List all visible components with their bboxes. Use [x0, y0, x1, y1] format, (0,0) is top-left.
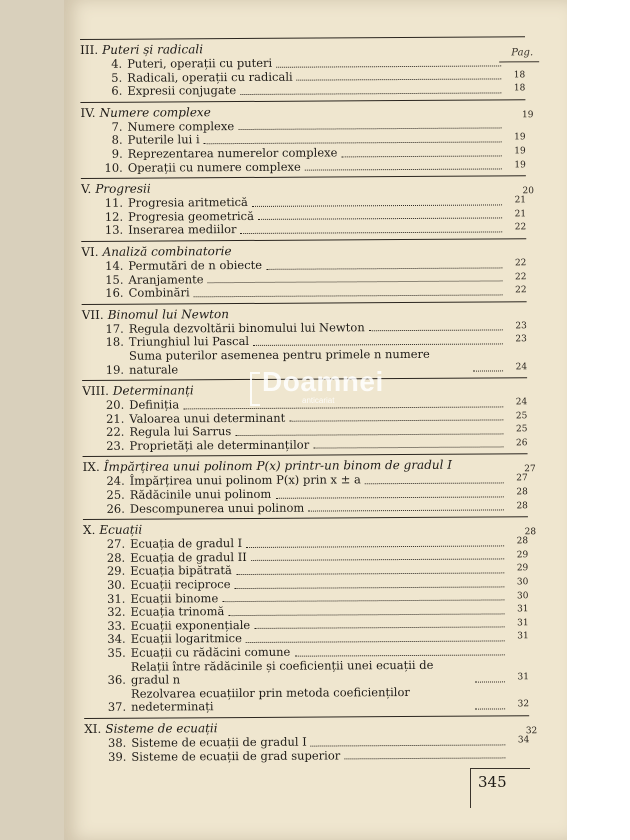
entry-page-number: 21	[514, 195, 527, 206]
entry-page-number: 30	[516, 577, 529, 588]
dot-leader	[305, 169, 502, 171]
entry-number: 12.	[104, 209, 124, 224]
entry-number: 6.	[111, 83, 123, 98]
chapter-name: Ecuații	[99, 522, 143, 538]
entry-number: 16.	[105, 285, 124, 300]
entry-page-number: 32	[517, 699, 530, 710]
entry-page-number: 34	[517, 735, 530, 746]
dot-leader	[266, 267, 502, 269]
entry-page-number: 22	[514, 222, 527, 233]
dot-leader	[341, 155, 501, 157]
entry-number: 27.	[106, 536, 126, 552]
dot-leader	[252, 204, 502, 207]
entry-number: 13.	[104, 223, 124, 238]
entry-number: 32.	[107, 604, 126, 620]
entry-title: Puteri, operații cu puteri	[127, 55, 273, 71]
entry-page-number: 31	[517, 604, 529, 615]
toc-entry	[84, 748, 529, 764]
entry-title: Ecuații reciproce	[130, 577, 231, 592]
entry-number: 31.	[107, 591, 126, 606]
chapter-roman-numeral: X.	[82, 523, 96, 538]
entry-page-number: 19	[514, 146, 526, 157]
entry-title: Inserarea mediilor	[128, 222, 237, 238]
chapter-name: Binomul lui Newton	[107, 306, 229, 322]
entry-title: Ecuații binome	[130, 590, 219, 606]
entry-page-number: 28	[516, 536, 529, 547]
entry-page-number: 18	[513, 69, 526, 80]
dot-leader	[204, 141, 502, 144]
entry-page-number: 31	[517, 631, 529, 642]
watermark-subtext: anticariat	[302, 396, 335, 405]
dot-leader	[246, 545, 504, 548]
entry-title: Radicali, operații cu radicali	[127, 69, 293, 85]
entry-title: Regula lui Sarrus	[129, 424, 232, 439]
entry-title: Rezolvarea ecuațiilor prin metoda coeficienților nedeterminați	[130, 684, 410, 715]
toc-entry	[82, 284, 527, 300]
entry-title: Ecuația bipătrată	[130, 563, 232, 579]
entry-title: Triunghiul lui Pascal	[128, 334, 250, 350]
toc-entry	[83, 500, 528, 516]
chapter-roman-numeral: XI.	[84, 721, 102, 736]
dot-leader	[294, 654, 504, 656]
entry-number: 37.	[107, 700, 127, 715]
entry-title: Valoarea unui determinant	[129, 410, 286, 426]
dot-leader	[194, 294, 503, 297]
dot-leader	[236, 572, 504, 575]
dot-leader	[208, 281, 503, 284]
chapter-roman-numeral: IV.	[80, 105, 96, 120]
toc-entry	[80, 82, 525, 98]
entry-number: 15.	[105, 272, 124, 287]
entry-page-number: 29	[516, 563, 529, 574]
entry-title: Regula dezvoltării binomului lui Newton	[128, 319, 365, 336]
entry-title: Puterile lui i	[127, 132, 200, 148]
entry-title: Proprietăți ale determinanților	[129, 437, 310, 453]
entry-number: 28.	[106, 550, 126, 565]
entry-title: Sisteme de ecuații de gradul I	[131, 734, 307, 750]
entry-page-number: 31	[517, 672, 529, 683]
watermark	[262, 366, 442, 416]
dot-leader	[253, 343, 503, 346]
entry-title: Relații între rădăcinile și coeficienții unei ecuații de gradul n	[130, 657, 434, 687]
entry-title: Combinări	[128, 285, 190, 300]
chapter-section	[80, 175, 534, 238]
dot-leader	[258, 218, 502, 220]
entry-title: Ecuația trinomă	[130, 604, 225, 619]
chapter-section	[80, 36, 525, 98]
dot-leader	[241, 231, 503, 234]
entry-number: 14.	[105, 258, 124, 273]
entry-title: Progresia aritmetică	[127, 195, 248, 210]
chapter-page-number: 32	[525, 726, 538, 737]
entry-title: Expresii conjugate	[127, 83, 237, 98]
entry-page-number: 18	[513, 83, 526, 94]
dot-leader	[276, 65, 501, 67]
chapter-name: Puteri și radicali	[102, 42, 204, 57]
dot-leader	[254, 627, 504, 630]
chapter-section	[82, 454, 536, 516]
entry-title: Operații cu numere complexe	[127, 159, 301, 175]
page-column-label: Pag.	[511, 47, 534, 59]
entry-number: 39.	[108, 749, 127, 764]
chapter-page-number: 27	[524, 464, 536, 475]
entry-number: 29.	[106, 564, 126, 579]
chapter-name: Sisteme de ecuații	[105, 721, 218, 736]
entry-number: 11.	[104, 195, 124, 211]
background-margin	[567, 0, 630, 840]
entry-number: 30.	[107, 577, 126, 592]
toc-entry	[84, 685, 529, 715]
entry-page-number: 26	[516, 438, 528, 449]
chapter-roman-numeral: III.	[80, 42, 99, 57]
dot-leader	[365, 482, 504, 484]
entry-page-number: 23	[515, 334, 527, 345]
entry-number: 23.	[106, 438, 125, 453]
chapter-section	[84, 715, 538, 764]
entry-page-number: 22	[514, 271, 527, 282]
entry-title: Suma puterilor asemenea pentru primele n numere naturale	[128, 346, 430, 377]
dot-leader	[308, 510, 504, 512]
entry-title: Aranjamente	[128, 271, 204, 287]
entry-number: 26.	[106, 501, 125, 516]
dot-leader	[313, 447, 503, 449]
dot-leader	[275, 496, 503, 498]
watermark-text: Doamnei	[262, 366, 384, 397]
entry-title: Ecuații logaritmice	[130, 631, 242, 647]
chapter-name: Determinanți	[112, 383, 194, 398]
chapter-name: Numere complexe	[99, 104, 211, 120]
toc-entry	[81, 159, 526, 175]
entry-page-number: 30	[516, 590, 529, 601]
dot-leader	[246, 640, 505, 643]
entry-number: 21.	[105, 411, 125, 426]
watermark-mark	[250, 372, 260, 406]
entry-title: Sisteme de ecuații de grad superior	[131, 747, 341, 764]
chapter-roman-numeral: VIII.	[82, 383, 109, 399]
dot-leader	[235, 586, 505, 589]
chapter-roman-numeral: VII.	[81, 307, 104, 322]
chapter-section	[80, 99, 534, 175]
entry-page-number: 28	[516, 487, 528, 498]
entry-number: 4.	[111, 56, 123, 71]
entry-number: 5.	[111, 70, 123, 85]
chapter-roman-numeral: VI.	[81, 244, 99, 259]
chapter-roman-numeral: IX.	[82, 460, 100, 475]
entry-title: Ecuația de gradul II	[130, 549, 247, 565]
entry-number: 33.	[107, 618, 126, 633]
book-binding-edge	[0, 0, 66, 840]
entry-number: 19.	[105, 362, 125, 377]
entry-number: 22.	[106, 425, 125, 440]
entry-title: Ecuații exponențiale	[130, 617, 251, 633]
page-number: 345	[478, 773, 507, 791]
toc-entry	[84, 658, 529, 688]
entry-number: 10.	[104, 160, 123, 175]
entry-page-number: 27	[516, 473, 528, 484]
entry-title: Numere complexe	[127, 118, 235, 134]
entry-page-number: 19	[514, 132, 526, 143]
dot-leader	[473, 371, 503, 372]
entry-page-number: 19	[514, 159, 526, 170]
dot-leader	[369, 330, 503, 332]
chapter-name: Împărțirea unui polinom P(x) printr-un binom de gradul I	[103, 458, 453, 475]
entry-number: 7.	[111, 119, 123, 134]
toc-entry	[81, 222, 526, 238]
entry-title: Permutări de n obiecte	[128, 257, 263, 273]
footer-rule-vertical	[470, 768, 471, 808]
entry-page-number: 25	[515, 410, 528, 422]
entry-page-number: 28	[516, 500, 528, 511]
chapter-page-number: 19	[522, 110, 534, 121]
toc-entry	[82, 437, 527, 453]
entry-number: 17.	[105, 321, 124, 336]
entry-page-number: 21	[514, 209, 527, 220]
entry-title: Progresia geometrică	[128, 208, 254, 224]
entry-page-number: 22	[515, 285, 527, 296]
footer-rule-horizontal	[470, 768, 530, 769]
entry-number: 8.	[111, 133, 123, 148]
entry-page-number: 29	[516, 550, 529, 561]
entry-number: 25.	[106, 487, 125, 502]
entry-page-number: 23	[515, 320, 527, 332]
chapter-roman-numeral: V.	[80, 182, 92, 197]
chapter-page-number: 20	[522, 186, 534, 197]
dot-leader	[251, 559, 504, 562]
entry-number: 34.	[107, 632, 126, 647]
dot-leader	[238, 128, 501, 131]
entry-page-number: 25	[515, 424, 528, 435]
entry-page-number: 22	[514, 258, 527, 269]
entry-number: 18.	[105, 335, 124, 350]
dot-leader	[240, 92, 501, 95]
entry-number: 9.	[111, 146, 123, 161]
entry-number: 35.	[107, 645, 126, 660]
entry-title: Descompunerea unui polinom	[129, 500, 305, 516]
dot-leader	[228, 613, 504, 616]
chapter-name: Analiză combinatorie	[102, 244, 232, 259]
entry-title: Ecuația de gradul I	[130, 536, 243, 551]
dot-leader	[222, 600, 504, 603]
dot-leader	[475, 681, 505, 682]
chapter-name: Progresii	[95, 181, 151, 197]
dot-leader	[235, 433, 503, 436]
entry-number: 20.	[105, 397, 125, 412]
entry-page-number: 31	[517, 618, 529, 629]
dot-leader	[297, 79, 502, 81]
chapter-section	[82, 517, 537, 715]
entry-number: 36.	[107, 672, 126, 688]
chapter-page-number: 28	[524, 527, 537, 538]
entry-number: 38.	[107, 735, 127, 750]
dot-leader	[289, 420, 503, 422]
entry-title: Definiția	[129, 397, 180, 412]
dot-leader	[311, 744, 506, 746]
chapter-section	[81, 238, 526, 300]
dot-leader	[344, 758, 505, 760]
dot-leader	[475, 708, 505, 709]
entry-title: Împărțirea unui polinom P(x) prin x ± a	[129, 472, 361, 489]
entry-number: 24.	[106, 474, 125, 489]
entry-title: Rădăcinile unui polinom	[129, 486, 272, 502]
entry-title: Reprezentarea numerelor complexe	[127, 145, 338, 161]
entry-page-number: 24	[515, 397, 528, 408]
entry-page-number: 24	[515, 361, 528, 372]
entry-title: Ecuații cu rădăcini comune	[130, 644, 291, 660]
